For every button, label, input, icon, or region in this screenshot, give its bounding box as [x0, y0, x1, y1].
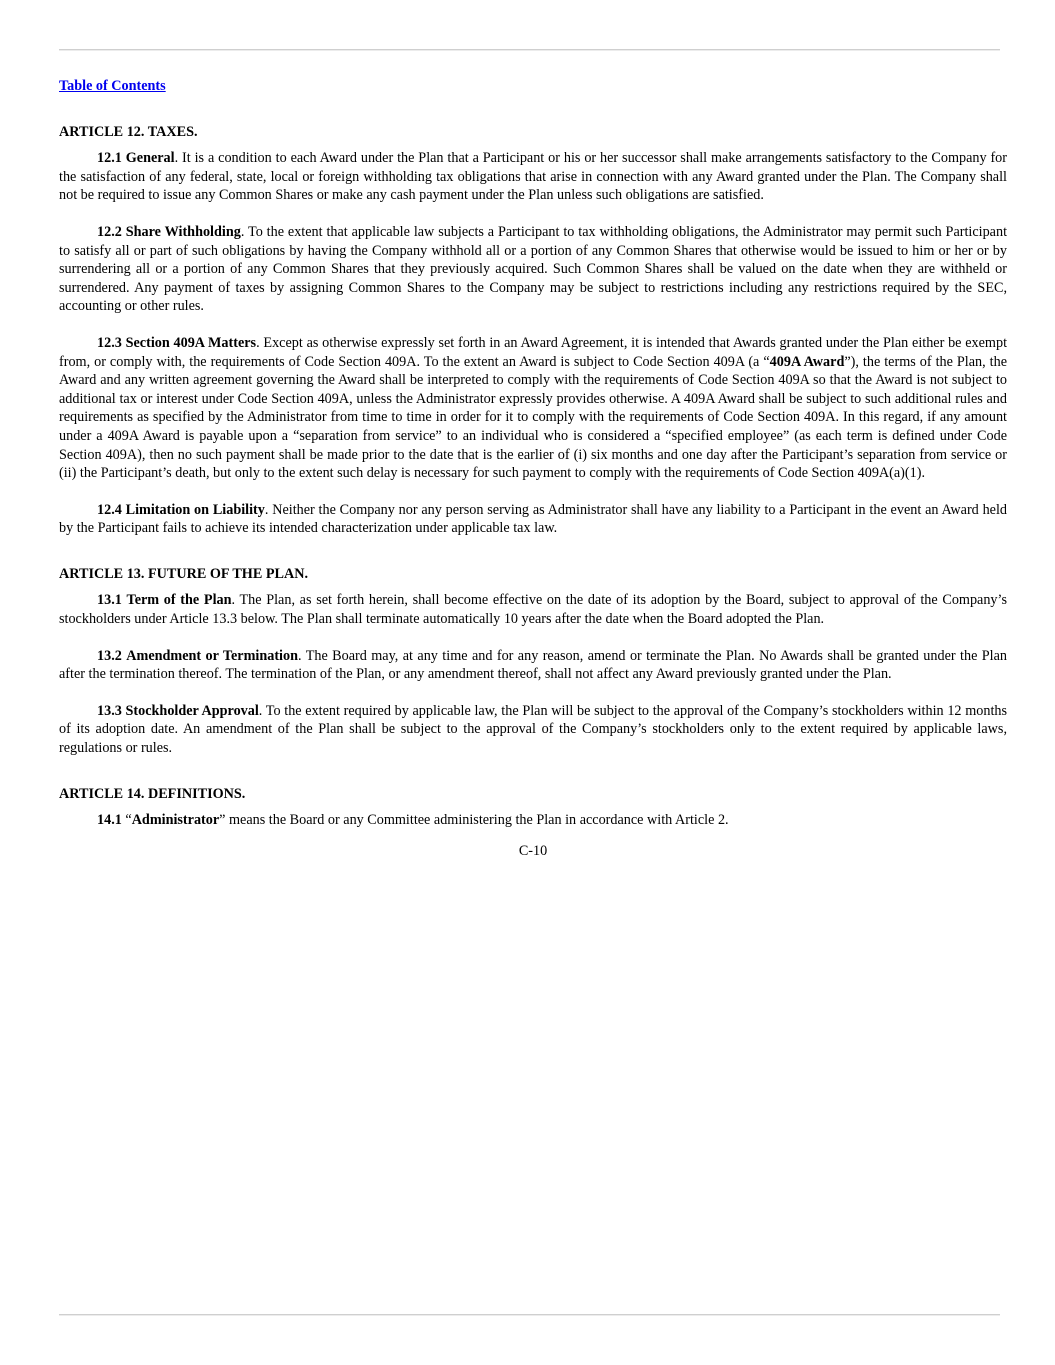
section-title: Share Withholding: [125, 223, 241, 240]
section-title: Section 409A Matters: [125, 334, 257, 351]
section-text: . To the extent that applicable law subjects a Participant to tax withholding obligations, the Administrator may permit such Participant to satisfy all or part of such obligations by having the Company withhold all or a portion of any Common Shares that otherwise would be issued to him or her or by surrendering all or a portion of any Common Shares that they previously acquired. Such Common Shares shall be valued on the date when they are withheld or surrendered. Any payment of taxes by assigning Common Shares to the Company may be subject to restrictions including any restrictions required by the SEC, accounting or other rules.: [59, 223, 1008, 315]
article-14-heading: ARTICLE 14. DEFINITIONS.: [59, 785, 246, 802]
spacer: [59, 684, 1007, 702]
section-number: 13.1: [97, 592, 122, 609]
section-text: . To the extent required by applicable law, the Plan will be subject to the approval of the Company’s stockholders within 12 months of its adoption date. An amendment of the Plan shall be subject to the approval of the Company’s stockholders only to the extent required by applicable laws, regulations or rules.: [59, 702, 1007, 757]
section-number: 14.1: [97, 812, 122, 829]
section-number: 13.3: [97, 702, 122, 719]
section-number: 13.2: [97, 647, 122, 664]
section-12-4: [59, 501, 1007, 538]
spacer: [59, 803, 1007, 811]
spacer: [59, 758, 1007, 785]
section-title: Limitation on Liability: [125, 501, 265, 518]
section-13-2: [59, 647, 1007, 684]
quote-open: “: [125, 812, 132, 829]
spacer: [59, 141, 1007, 149]
spacer: [59, 205, 1007, 223]
document-body: [59, 77, 1007, 860]
bottom-divider: [59, 1314, 1000, 1315]
section-title: Stockholder Approval: [125, 702, 259, 719]
section-title: General: [125, 150, 175, 167]
section-number: 12.1: [97, 150, 122, 167]
section-number: 12.3: [97, 334, 122, 351]
section-12-2: [59, 223, 1007, 316]
section-text: . The Plan, as set forth herein, shall become effective on the date of its adoption by the Board, subject to approval of the Company’s stockholders under Article 13.3 below. The Plan shall terminate automatically 10 years after the date when the Board adopted the Plan.: [59, 592, 1007, 628]
spacer: [59, 483, 1007, 501]
spacer: [59, 583, 1007, 591]
top-divider: [59, 49, 1000, 50]
section-title: Amendment or Termination: [126, 647, 298, 664]
section-text: . The Board may, at any time and for any reason, amend or terminate the Plan. No Awards shall be granted under the Plan after the termination thereof. The termination of the Plan, or any amendment thereof, shall not affect any Award previously granted under the Plan.: [59, 647, 1008, 683]
section-text: ”), the terms of the Plan, the Award and any written agreement governing the Award shall be interpreted to comply with the requirements of Code Section 409A so that the Award is not subject to additional tax or interest under Code Section 409A, unless the Administrator expressly provides otherwise. A 409A Award shall be subject to such additional rules and requirements as specified by the Administrator from time to time in order for it to comply with the requirements of Code Section 409A. In this regard, if any amount under a 409A Award is payable upon a “separation from service” to an individual who is considered a “specified employee” (as each term is defined under Code Section 409A), then no such payment shall be made prior to the date that is the earlier of (i) six months and one day after the Participant’s separation from service or (ii) the Participant’s death, but only to the extent such delay is necessary for such payment to comply with the requirements of Code Section 409A(a)(1).: [59, 353, 1007, 482]
section-13-1: [59, 591, 1007, 628]
section-number: 12.4: [97, 501, 122, 518]
page-number: C-10: [518, 842, 548, 859]
section-number: 12.2: [97, 223, 122, 240]
defined-term: 409A Award: [769, 353, 845, 370]
section-text: . It is a condition to each Award under the Plan that a Participant or his or her successor shall make arrangements satisfactory to the Company for the satisfaction of any federal, state, local or foreign withholding tax obligations that arise in connection with any Award granted under the Plan. The Company shall not be required to issue any Common Shares or make any cash payment under the Plan unless such obligations are satisfied.: [59, 150, 1007, 204]
spacer: [59, 830, 1007, 842]
section-text: . Except as otherwise expressly set forth in an Award Agreement, it is intended that Awards granted under the Plan either be exempt from, or comply with, the requirements of Code Section 409A. To the extent an Award is subject to Code Section 409A (a “: [59, 334, 1008, 370]
section-text: ” means the Board or any Committee administering the Plan in accordance with Article 2.: [219, 812, 729, 829]
section-14-1: [59, 811, 1007, 830]
table-of-contents-link[interactable]: Table of Contents: [59, 78, 166, 94]
spacer: [59, 629, 1007, 647]
section-12-3: [59, 334, 1007, 483]
article-12-heading: ARTICLE 12. TAXES.: [59, 123, 198, 140]
spacer: [59, 96, 1007, 123]
spacer: [59, 316, 1007, 334]
article-13-heading: ARTICLE 13. FUTURE OF THE PLAN.: [59, 565, 308, 582]
section-title: Term of the Plan: [126, 592, 232, 609]
section-12-1: [59, 149, 1007, 205]
section-13-3: [59, 702, 1007, 758]
defined-term: Administrator: [131, 812, 220, 829]
spacer: [59, 538, 1007, 565]
section-text: . Neither the Company nor any person serving as Administrator shall have any liability to a Participant in the event an Award held by the Participant fails to achieve its intended characterization under applicable tax law.: [59, 501, 1007, 537]
